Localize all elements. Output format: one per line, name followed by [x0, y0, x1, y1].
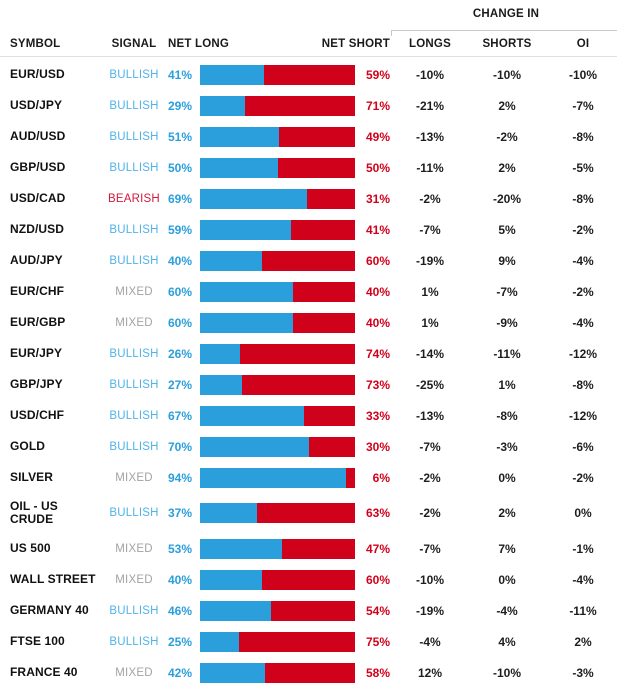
change-shorts-value: 2%: [498, 98, 516, 113]
change-shorts-value: 2%: [498, 160, 516, 175]
sentiment-bar: [200, 344, 355, 364]
change-longs-value: -13%: [415, 129, 444, 144]
net-long-value: 60%: [168, 284, 193, 299]
net-long-value: 70%: [168, 439, 193, 454]
symbol-label: US 500: [10, 541, 51, 555]
symbol-label: GOLD: [10, 439, 46, 453]
change-longs-value: -7%: [419, 541, 441, 556]
net-long-value: 37%: [168, 506, 193, 520]
symbol-label: FRANCE 40: [10, 665, 78, 679]
change-longs-value: -25%: [415, 377, 444, 392]
symbol-label: OIL - US CRUDE: [10, 499, 58, 526]
signal-badge: BULLISH: [109, 161, 159, 174]
table-row: [0, 59, 617, 90]
symbol-label: AUD/JPY: [10, 253, 63, 267]
table-body: [0, 57, 617, 688]
change-oi-value: -8%: [572, 191, 594, 206]
change-longs-value: 12%: [417, 665, 443, 680]
net-long-value: 41%: [168, 67, 193, 82]
change-oi-value: -12%: [568, 408, 597, 423]
table-row: [0, 564, 617, 595]
net-short-bar: [282, 539, 355, 559]
sentiment-bar: [200, 251, 355, 271]
change-oi-value: -2%: [572, 284, 594, 299]
sentiment-bar: [200, 189, 355, 209]
table-row: [0, 307, 617, 338]
net-short-value: 75%: [365, 634, 390, 649]
signal-badge: MIXED: [115, 573, 153, 586]
net-short-value: 74%: [365, 346, 390, 361]
change-in-bracket: [391, 30, 617, 36]
change-longs-value: -11%: [416, 160, 444, 175]
net-short-bar: [245, 96, 355, 116]
column-header-longs: LONGS: [409, 38, 451, 50]
signal-badge: BULLISH: [109, 223, 159, 236]
table-row: [0, 626, 617, 657]
change-longs-value: 1%: [421, 284, 439, 299]
net-long-bar: [200, 539, 282, 559]
net-short-bar: [262, 251, 355, 271]
net-short-bar: [278, 158, 356, 178]
symbol-label: AUD/USD: [10, 129, 66, 143]
change-oi-value: -6%: [572, 439, 594, 454]
net-long-bar: [200, 503, 257, 523]
change-longs-value: -2%: [419, 470, 441, 485]
net-short-value: 54%: [365, 603, 390, 618]
symbol-label: EUR/CHF: [10, 284, 65, 298]
sentiment-bar: [200, 437, 355, 457]
change-longs-value: -10%: [415, 572, 444, 587]
symbol-label: WALL STREET: [10, 572, 96, 586]
net-long-value: 67%: [168, 408, 193, 423]
change-oi-value: -2%: [572, 222, 594, 237]
sentiment-bar: [200, 96, 355, 116]
net-long-value: 60%: [168, 315, 193, 330]
column-header-signal: SIGNAL: [111, 38, 157, 50]
signal-badge: MIXED: [115, 316, 153, 329]
change-oi-value: 2%: [574, 634, 592, 649]
change-shorts-value: 9%: [498, 253, 516, 268]
sentiment-bar: [200, 663, 355, 683]
signal-badge: BULLISH: [109, 254, 159, 267]
net-long-bar: [200, 96, 245, 116]
net-long-bar: [200, 663, 265, 683]
change-oi-value: 0%: [574, 506, 592, 520]
sentiment-bar: [200, 220, 355, 240]
net-long-value: 53%: [168, 541, 193, 556]
change-oi-value: -8%: [572, 377, 594, 392]
table-row: [0, 657, 617, 688]
symbol-label: USD/JPY: [10, 98, 63, 112]
change-shorts-value: -8%: [496, 408, 518, 423]
net-short-value: 41%: [365, 222, 390, 237]
net-short-bar: [309, 437, 356, 457]
change-shorts-value: 7%: [498, 541, 516, 556]
symbol-label: SILVER: [10, 470, 54, 484]
change-shorts-value: 4%: [498, 634, 516, 649]
net-short-value: 60%: [365, 253, 390, 268]
sentiment-bar: [200, 503, 355, 523]
table-row: [0, 493, 617, 533]
net-long-value: 50%: [168, 160, 193, 175]
symbol-label: GBP/JPY: [10, 377, 63, 391]
net-long-value: 42%: [168, 665, 193, 680]
change-longs-value: -10%: [415, 67, 444, 82]
signal-badge: BULLISH: [109, 440, 159, 453]
change-shorts-value: -4%: [496, 603, 518, 618]
sentiment-bar: [200, 539, 355, 559]
change-longs-value: -21%: [415, 98, 444, 113]
symbol-label: EUR/JPY: [10, 346, 63, 360]
sentiment-bar: [200, 570, 355, 590]
symbol-label: NZD/USD: [10, 222, 65, 236]
sentiment-bar: [200, 468, 355, 488]
signal-badge: BULLISH: [109, 378, 159, 391]
net-short-value: 63%: [365, 506, 390, 520]
net-short-value: 50%: [365, 160, 390, 175]
sentiment-bar: [200, 313, 355, 333]
change-longs-value: -2%: [419, 506, 441, 520]
signal-badge: BULLISH: [109, 99, 159, 112]
sentiment-bar: [200, 406, 355, 426]
change-oi-value: -3%: [572, 665, 594, 680]
change-in-group-label: CHANGE IN: [472, 8, 540, 20]
net-short-value: 73%: [365, 377, 390, 392]
change-shorts-value: 0%: [498, 572, 516, 587]
column-header-oi: OI: [576, 38, 590, 50]
net-short-value: 6%: [372, 470, 390, 485]
net-short-value: 59%: [365, 67, 390, 82]
sentiment-bar: [200, 601, 355, 621]
net-long-value: 59%: [168, 222, 193, 237]
table-row: [0, 121, 617, 152]
net-short-bar: [271, 601, 355, 621]
change-shorts-value: -3%: [496, 439, 518, 454]
change-shorts-value: 0%: [498, 470, 516, 485]
change-longs-value: -19%: [415, 253, 444, 268]
net-short-value: 71%: [365, 98, 390, 113]
net-long-bar: [200, 375, 242, 395]
change-oi-value: -12%: [568, 346, 597, 361]
change-shorts-value: 5%: [498, 222, 516, 237]
net-long-bar: [200, 220, 291, 240]
change-shorts-value: -10%: [492, 665, 521, 680]
change-shorts-value: 2%: [498, 506, 516, 520]
net-long-bar: [200, 468, 346, 488]
symbol-label: EUR/GBP: [10, 315, 66, 329]
change-oi-value: -10%: [568, 67, 597, 82]
sentiment-bar: [200, 65, 355, 85]
net-short-bar: [293, 313, 355, 333]
net-short-value: 49%: [365, 129, 390, 144]
column-header-net-long: NET LONG: [168, 38, 230, 50]
net-long-value: 26%: [168, 346, 193, 361]
signal-badge: MIXED: [115, 542, 153, 555]
net-short-value: 47%: [365, 541, 390, 556]
net-long-bar: [200, 251, 262, 271]
net-short-bar: [240, 344, 355, 364]
signal-badge: BULLISH: [109, 130, 159, 143]
net-short-bar: [279, 127, 355, 147]
change-longs-value: -13%: [415, 408, 444, 423]
table-row: [0, 245, 617, 276]
change-shorts-value: 1%: [498, 377, 516, 392]
net-long-bar: [200, 158, 278, 178]
net-short-bar: [264, 65, 355, 85]
symbol-label: GERMANY 40: [10, 603, 89, 617]
table-row: [0, 533, 617, 564]
change-oi-value: -4%: [572, 315, 594, 330]
net-long-bar: [200, 632, 239, 652]
column-header-symbol: SYMBOL: [10, 38, 61, 50]
net-short-value: 33%: [365, 408, 390, 423]
change-oi-value: -1%: [572, 541, 594, 556]
net-long-value: 51%: [168, 129, 193, 144]
net-short-bar: [293, 282, 355, 302]
table-top-header: [0, 0, 617, 32]
net-short-value: 40%: [365, 284, 390, 299]
symbol-label: EUR/USD: [10, 67, 65, 81]
table-row: [0, 214, 617, 245]
signal-badge: MIXED: [115, 471, 153, 484]
signal-badge: MIXED: [115, 666, 153, 679]
net-long-value: 46%: [168, 603, 193, 618]
symbol-label: FTSE 100: [10, 634, 65, 648]
table-row: [0, 152, 617, 183]
sentiment-bar: [200, 127, 355, 147]
sentiment-bar: [200, 282, 355, 302]
table-row: [0, 400, 617, 431]
net-short-bar: [304, 406, 355, 426]
table-row: [0, 90, 617, 121]
sentiment-bar: [200, 632, 355, 652]
net-short-bar: [346, 468, 355, 488]
net-short-value: 30%: [365, 439, 390, 454]
change-shorts-value: -10%: [492, 67, 521, 82]
change-oi-value: -8%: [572, 129, 594, 144]
signal-badge: BULLISH: [109, 635, 159, 648]
net-long-value: 94%: [168, 470, 193, 485]
net-short-value: 58%: [365, 665, 390, 680]
net-long-value: 27%: [168, 377, 193, 392]
change-longs-value: 1%: [421, 315, 439, 330]
signal-badge: BULLISH: [109, 68, 159, 81]
net-short-value: 40%: [365, 315, 390, 330]
sentiment-bar: [200, 158, 355, 178]
column-header-shorts: SHORTS: [482, 38, 532, 50]
net-short-value: 60%: [365, 572, 390, 587]
net-long-bar: [200, 127, 279, 147]
net-long-value: 29%: [168, 98, 193, 113]
change-oi-value: -4%: [572, 253, 594, 268]
change-shorts-value: -7%: [496, 284, 518, 299]
change-oi-value: -11%: [569, 603, 597, 618]
net-long-value: 40%: [168, 253, 193, 268]
table-row: [0, 462, 617, 493]
change-oi-value: -7%: [572, 98, 594, 113]
change-shorts-value: -11%: [493, 346, 521, 361]
net-long-bar: [200, 570, 262, 590]
change-longs-value: -2%: [419, 191, 441, 206]
net-long-value: 69%: [168, 191, 193, 206]
change-longs-value: -4%: [419, 634, 441, 649]
change-longs-value: -14%: [415, 346, 444, 361]
net-short-bar: [291, 220, 355, 240]
signal-badge: MIXED: [115, 285, 153, 298]
change-longs-value: -19%: [415, 603, 444, 618]
net-long-bar: [200, 189, 307, 209]
net-short-bar: [242, 375, 355, 395]
net-short-bar: [257, 503, 355, 523]
net-long-bar: [200, 406, 304, 426]
change-oi-value: -2%: [572, 470, 594, 485]
net-long-bar: [200, 437, 309, 457]
table-row: [0, 276, 617, 307]
table-row: [0, 369, 617, 400]
symbol-label: USD/CAD: [10, 191, 66, 205]
net-long-value: 40%: [168, 572, 193, 587]
column-header-net-short: NET SHORT: [321, 38, 390, 50]
net-short-bar: [239, 632, 355, 652]
net-short-bar: [307, 189, 355, 209]
signal-badge: BULLISH: [109, 604, 159, 617]
net-short-bar: [265, 663, 355, 683]
change-longs-value: -7%: [419, 439, 441, 454]
net-long-bar: [200, 282, 293, 302]
change-shorts-value: -2%: [496, 129, 518, 144]
net-short-bar: [262, 570, 355, 590]
change-longs-value: -7%: [419, 222, 441, 237]
table-row: [0, 431, 617, 462]
symbol-label: USD/CHF: [10, 408, 65, 422]
change-shorts-value: -20%: [492, 191, 521, 206]
table-row: [0, 338, 617, 369]
signal-badge: BEARISH: [108, 192, 160, 205]
net-long-bar: [200, 65, 264, 85]
change-shorts-value: -9%: [496, 315, 518, 330]
net-short-value: 31%: [365, 191, 390, 206]
net-long-bar: [200, 344, 240, 364]
signal-badge: BULLISH: [109, 409, 159, 422]
table-row: [0, 183, 617, 214]
symbol-label: GBP/USD: [10, 160, 66, 174]
change-oi-value: -4%: [572, 572, 594, 587]
signal-badge: BULLISH: [109, 507, 159, 519]
signal-badge: BULLISH: [109, 347, 159, 360]
table-row: [0, 595, 617, 626]
net-long-bar: [200, 313, 293, 333]
net-long-bar: [200, 601, 271, 621]
change-oi-value: -5%: [572, 160, 594, 175]
sentiment-bar: [200, 375, 355, 395]
net-long-value: 25%: [168, 634, 193, 649]
